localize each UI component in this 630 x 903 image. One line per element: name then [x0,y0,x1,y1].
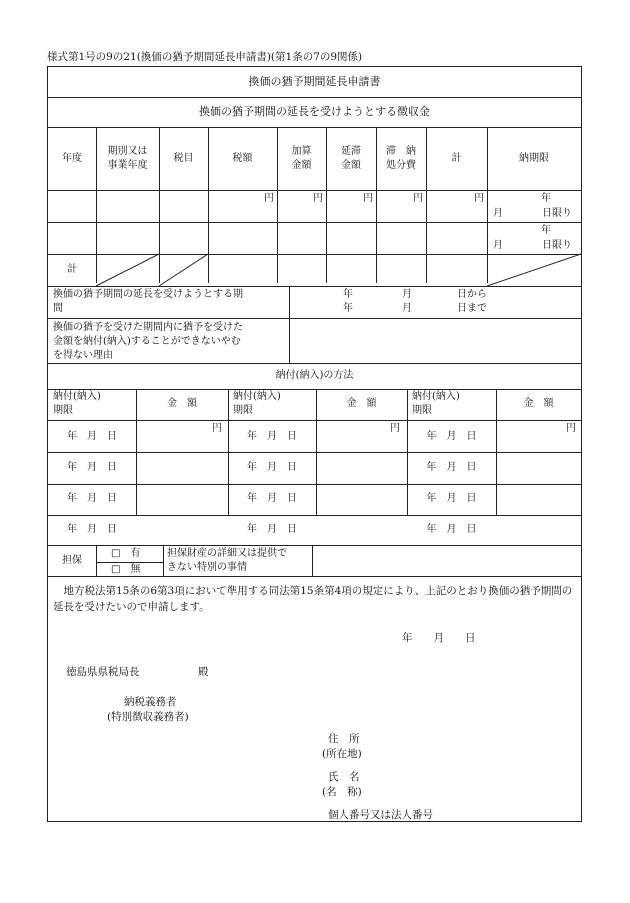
due-day: 日限り [542,208,572,219]
payment-amount-label: 金 額 [167,398,197,409]
section-title-collection: 換価の猶予期間の延長を受けようとする徴収金 [199,105,430,118]
id-number-label: 個人番号又は法人番号 [328,809,433,821]
header-total: 計 [451,153,462,164]
address-label-sub: (所在地) [322,748,362,760]
payment-date: 年 月 日 [426,493,477,504]
period-from-month: 月 [402,289,412,300]
payment-due-label: 納付(納入) [412,391,460,402]
extension-period-label-cont: 間 [53,303,63,314]
form-title: 換価の猶予期間延長申請書 [248,75,381,88]
yen-unit: 円 [390,423,400,434]
payment-due-label: 納付(納入) [53,391,101,402]
payment-due-label: 納付(納入) [233,391,281,402]
collateral-detail-label-cont: きない特別の事情 [167,562,247,573]
header-year: 年度 [62,153,82,164]
payment-date: 年 月 日 [426,524,477,535]
due-month: 月 [493,240,503,251]
header-item: 税目 [173,153,194,164]
header-period: 期別又は [107,146,148,157]
reason-label-cont: を得ない理由 [53,350,113,361]
payment-amount-label: 金 額 [346,398,377,409]
due-year: 年 [541,193,551,204]
period-from-day: 日から [457,289,487,300]
address-label: 住 所 [328,733,360,745]
reason-label: 換価の猶予を受けた期間内に猶予を受けた [53,322,243,333]
extension-period-label: 換価の猶予期間の延長を受けようとする期 [53,289,243,300]
header-disposition-sub: 処分費 [386,160,416,171]
period-to-month: 月 [402,303,412,314]
name-label: 氏 名 [328,771,360,783]
header-additional: 加算 [291,146,312,157]
header-due-date: 納期限 [519,153,549,164]
addressee: 徳島県県税局長 [66,666,140,678]
due-month: 月 [493,208,503,219]
payment-date: 年 月 日 [426,431,477,442]
header-delay-sub: 金額 [341,160,361,171]
reason-label-cont: 金額を納付(納入)することができないやむ [53,336,241,347]
addressee-honorific: 殿 [198,666,209,678]
payment-due-label-sub: 期限 [233,405,253,416]
payment-date: 年 月 日 [67,431,117,442]
yen-unit: 円 [313,193,323,204]
payment-date: 年 月 日 [67,493,117,504]
payment-due-label-sub: 期限 [53,405,73,416]
yen-unit: 円 [474,193,484,204]
name-label-sub: (名 称) [322,786,362,798]
collateral-yes-checkbox[interactable]: □ 有 [111,548,141,559]
payment-date: 年 月 日 [426,462,477,473]
collateral-label: 担保 [62,555,82,566]
taxpayer-label: 納税義務者 [124,696,177,708]
yen-unit: 円 [566,423,576,434]
payment-amount-label: 金 額 [523,398,554,409]
due-day: 日限り [542,240,572,251]
application-statement: 地方税法第15条の6第3項において準用する同法第15条第4項の規定により、上記のとおり換価の猶予期間の延長を受けたいので申請します。 [53,585,573,613]
period-from-year: 年 [343,289,353,300]
payment-date: 年 月 日 [67,524,117,535]
header-disposition: 滞 納 [386,146,416,157]
special-collector-label: (特別徴収義務者) [107,711,189,723]
header-delay: 延滞 [341,146,361,157]
collateral-no-checkbox[interactable]: □ 無 [111,564,141,575]
yen-unit: 円 [264,193,274,204]
period-to-year: 年 [343,303,353,314]
payment-method-title: 納付(納入)の方法 [275,370,354,381]
header-period-sub: 事業年度 [107,160,148,171]
payment-date: 年 月 日 [247,493,297,504]
period-to-day: 日まで [457,303,487,314]
payment-date: 年 月 日 [247,462,297,473]
due-year: 年 [541,225,551,236]
yen-unit: 円 [363,193,373,204]
total-row-label: 計 [67,264,77,275]
header-additional-sub: 金額 [291,160,312,171]
application-date: 年 月 日 [402,632,476,644]
payment-date: 年 月 日 [247,431,297,442]
application-form [47,66,582,822]
yen-unit: 円 [212,423,222,434]
payment-date: 年 月 日 [247,524,297,535]
form-caption: 様式第1号の9の21(換価の猶予期間延長申請書)(第1条の7の9関係) [47,51,363,63]
payment-date: 年 月 日 [67,462,117,473]
payment-due-label-sub: 期限 [412,405,432,416]
collateral-detail-label: 担保財産の詳細又は提供で [167,548,287,559]
yen-unit: 円 [413,193,423,204]
header-amount: 税額 [232,153,253,164]
